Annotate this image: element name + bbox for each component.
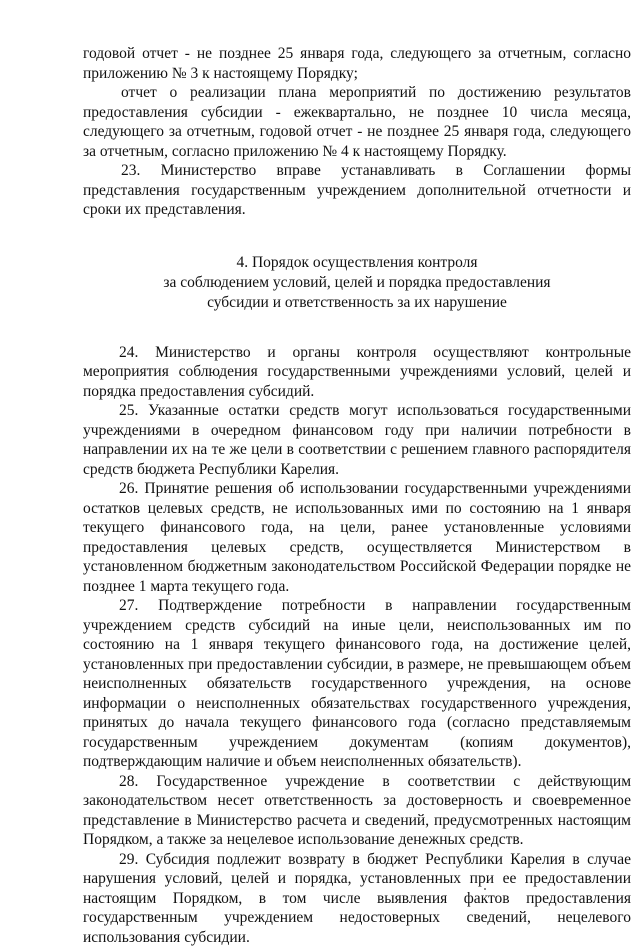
paragraph-28: 28. Государственное учреждение в соответствии с действующим законодательством несет ответственность за достоверность и своевременное представление в Министерство расчета и сведений, предусмотренных настоящим Порядком, а также за нецелевое использование денежных средств. [83,772,631,850]
section-heading-line-3: субсидии и ответственность за их нарушение [83,293,631,313]
paragraph-plan-report: отчет о реализации плана мероприятий по достижению результатов предоставления субсидии - ежеквартально, не позднее 10 числа месяца, следующего за отчетным, годовой отчет - не позднее 25 января года, следующего за отчетным, согласно приложению № 4 к настоящему Порядку. [83,83,631,161]
section-heading [83,253,631,313]
paragraph-29: 29. Субсидия подлежит возврату в бюджет Республики Карелия в случае нарушения условий, целей и порядка, установленных при ее предоставлении настоящим Порядком, в том числе выявления фактов предоставления государственным учреждением недостоверных сведений, нецелевого использования субсидии. [83,850,631,947]
paragraph-25: 25. Указанные остатки средств могут использоваться государственными учреждениями в очередном финансовом году при наличии потребности в направлении их на те же цели в соответствии с решением главного распорядителя средств бюджета Республики Карелия. [83,401,631,479]
scan-speck [484,888,486,890]
paragraph-26: 26. Принятие решения об использовании государственными учреждениями остатков целевых средств, не использованных ими по состоянию на 1 января текущего финансового года, на цели, ранее установленные условиями предоставления целевых средств, осуществляется Министерством в установленном бюджетным законодательством Российской Федерации порядке не позднее 1 марта текущего года. [83,479,631,596]
document-body [83,44,631,947]
paragraph-24: 24. Министерство и органы контроля осуществляют контрольные мероприятия соблюдения государственными учреждениями условий, целей и порядка предоставления субсидий. [83,343,631,402]
section-heading-line-1: 4. Порядок осуществления контроля [83,253,631,273]
paragraph-27: 27. Подтверждение потребности в направлении государственным учреждением средств субсидий на иные цели, неиспользованных им по состоянию на 1 января текущего финансового года, на достижение целей, установленных при предоставлении субсидии, в размере, не превышающем объем неисполненных обязательств государственного учреждения, на основе информации о неисполненных обязательствах государственного учреждения, принятых до начала текущего финансового года (согласно представляемым государственным учреждением документам (копиям документов), подтверждающим наличие и объем неисполненных обязательств). [83,596,631,772]
section-heading-line-2: за соблюдением условий, целей и порядка предоставления [83,273,631,293]
paragraph-23: 23. Министерство вправе устанавливать в Соглашении формы представления государственным учреждением дополнительной отчетности и сроки их представления. [83,161,631,220]
paragraph-annual-report: годовой отчет - не позднее 25 января года, следующего за отчетным, согласно приложению № 3 к настоящему Порядку; [83,44,631,83]
